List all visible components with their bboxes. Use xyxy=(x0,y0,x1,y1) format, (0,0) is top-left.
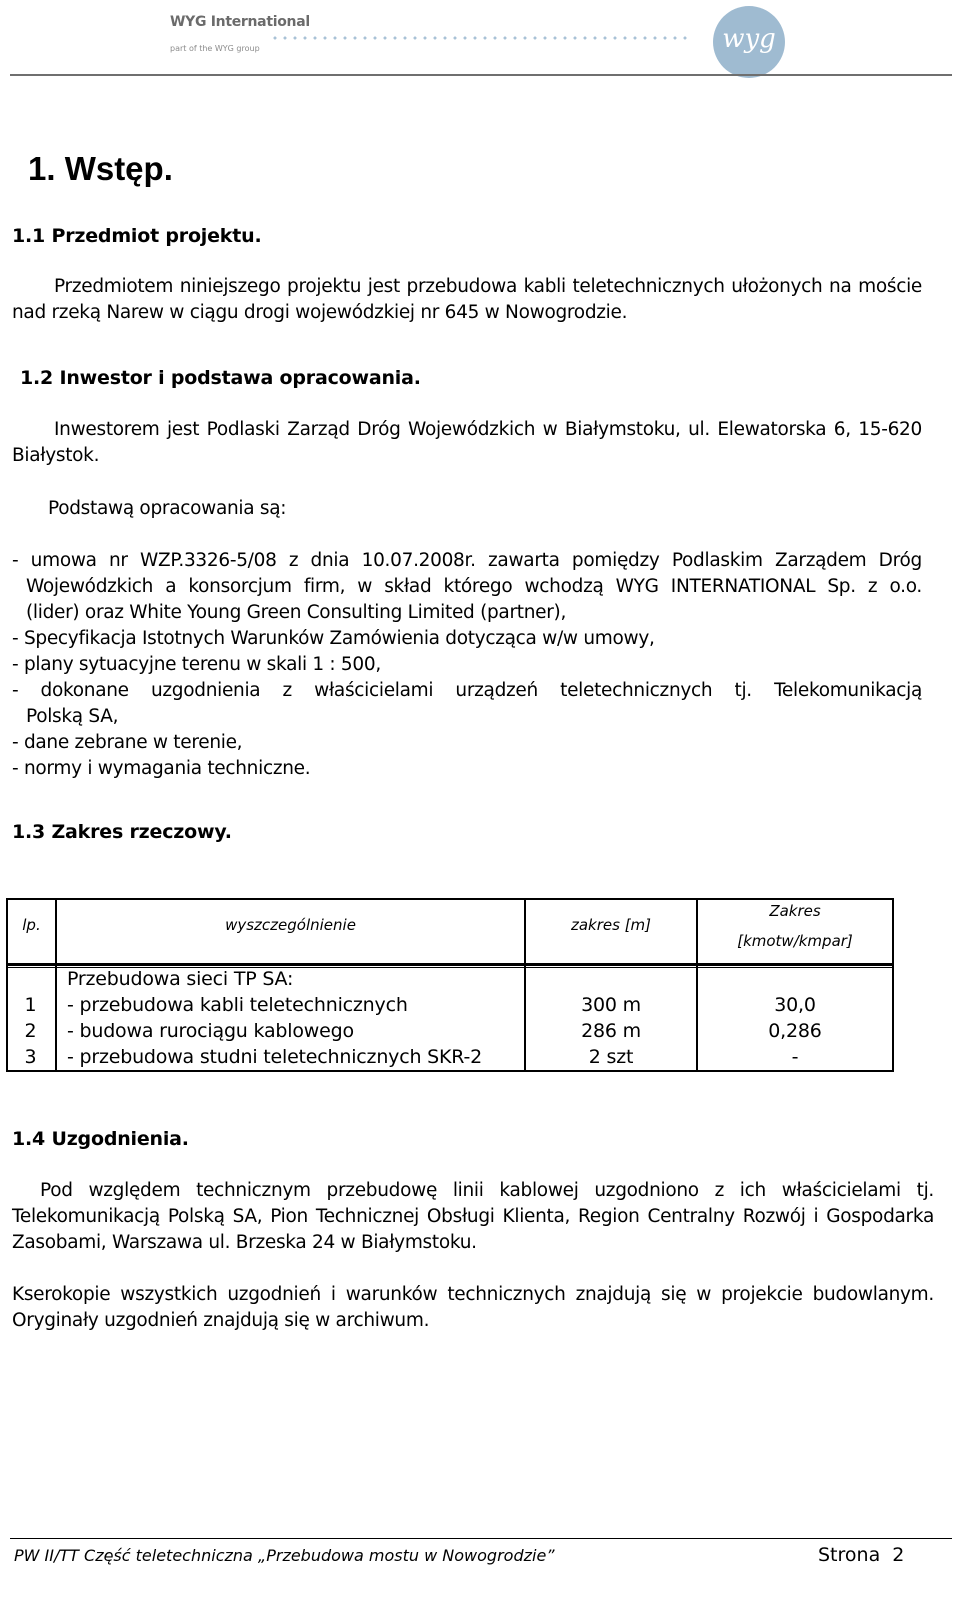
basis-item: (lider) oraz White Young Green Consulting Limited (partner), xyxy=(26,602,567,623)
basis-item: Polską SA, xyxy=(26,706,119,727)
table-cell-range: 2 szt xyxy=(588,1046,634,1068)
table-header-scope: Zakres xyxy=(769,902,821,920)
table-cell-scope: 0,286 xyxy=(768,1020,822,1042)
section-heading-1-2: 1.2 Inwestor i podstawa opracowania. xyxy=(20,367,421,389)
table-cell-lp: 3 xyxy=(24,1046,37,1068)
basis-item: - plany sytuacyjne terenu w skali 1 : 500, xyxy=(12,654,381,675)
table-cell-description: - budowa rurociągu kablowego xyxy=(67,1020,354,1042)
table-header-rule xyxy=(8,963,892,966)
company-logo-subtitle: part of the WYG group xyxy=(170,44,260,53)
basis-item: - dane zebrane w terenie, xyxy=(12,732,243,753)
page-title: 1. Wstęp. xyxy=(28,150,173,187)
basis-item: - normy i wymagania techniczne. xyxy=(12,758,311,779)
section-1-2-paragraph: Inwestorem jest Podlaski Zarząd Dróg Wojewódzkich w Białymstoku, ul. Elewatorska 6, 15-620 Białystok. xyxy=(12,419,922,466)
table-header-description: wyszczególnienie xyxy=(225,916,356,934)
basis-intro: Podstawą opracowania są: xyxy=(48,498,287,519)
table-cell-lp: 1 xyxy=(24,994,37,1016)
basis-item: - Specyfikacja Istotnych Warunków Zamówienia dotycząca w/w umowy, xyxy=(12,628,655,649)
table-header-range: zakres [m] xyxy=(570,916,652,934)
table-cell-range: 286 m xyxy=(581,1020,641,1042)
table-cell-description: - przebudowa kabli teletechnicznych xyxy=(67,994,408,1016)
footer-divider xyxy=(10,1538,952,1539)
wyg-logo-icon xyxy=(713,6,785,78)
section-1-4-paragraph-1: Pod względem technicznym przebudowę linii kablowej uzgodniono z ich właścicielami tj. Telekomunikacją Polską SA, Pion Technicznej Obsługi Klienta, Region Centralny Rozwój i Gospodarka Zasobami, Warszawa ul. Brzeska 24 w Białymstoku. xyxy=(12,1180,934,1253)
section-heading-1-3: 1.3 Zakres rzeczowy. xyxy=(12,821,232,843)
table-header-lp: lp. xyxy=(22,916,41,934)
section-heading-1-4: 1.4 Uzgodnienia. xyxy=(12,1128,189,1150)
section-1-1-paragraph: Przedmiotem niniejszego projektu jest przebudowa kabli teletechnicznych ułożonych na moście nad rzeką Narew w ciągu drogi wojewódzkiej nr 645 w Nowogrodzie. xyxy=(12,276,922,323)
table-cell-lp: 2 xyxy=(24,1020,37,1042)
table-header-scope-unit: [kmotw/kmpar] xyxy=(737,932,853,950)
header-divider xyxy=(10,74,952,76)
page-number: Strona 2 xyxy=(818,1544,905,1566)
table-cell-description: - przebudowa studni teletechnicznych SKR-2 xyxy=(67,1046,483,1068)
company-logo-text: WYG International xyxy=(170,14,310,30)
table-cell-scope: - xyxy=(791,1046,799,1068)
footer-document-title: PW II/TT Część teletechniczna „Przebudowa mostu w Nowogrodzie” xyxy=(14,1546,555,1565)
scope-table xyxy=(6,898,894,1072)
basis-item: - dokonane uzgodnienia z właścicielami urządzeń teletechnicznych tj. Telekomunikacją xyxy=(12,680,922,701)
basis-item: - umowa nr WZP.3326-5/08 z dnia 10.07.2008r. zawarta pomiędzy Podlaskim Zarządem Dróg xyxy=(12,550,922,571)
table-cell-range: 300 m xyxy=(581,994,641,1016)
table-cell-scope: 30,0 xyxy=(774,994,816,1016)
section-heading-1-1: 1.1 Przedmiot projektu. xyxy=(12,225,262,247)
basis-item: Wojewódzkich a konsorcjum firm, w skład którego wchodzą WYG INTERNATIONAL Sp. z o.o. xyxy=(26,576,922,597)
section-1-4-paragraph-2: Kserokopie wszystkich uzgodnień i warunków technicznych znajdują się w projekcie budowlanym. Oryginały uzgodnień znajdują się w archiwum. xyxy=(12,1284,934,1331)
table-column-divider xyxy=(696,900,698,1070)
table-group-title: Przebudowa sieci TP SA: xyxy=(67,968,294,990)
header-dotted-line xyxy=(270,36,690,40)
logo-mark: wyg xyxy=(722,24,776,54)
